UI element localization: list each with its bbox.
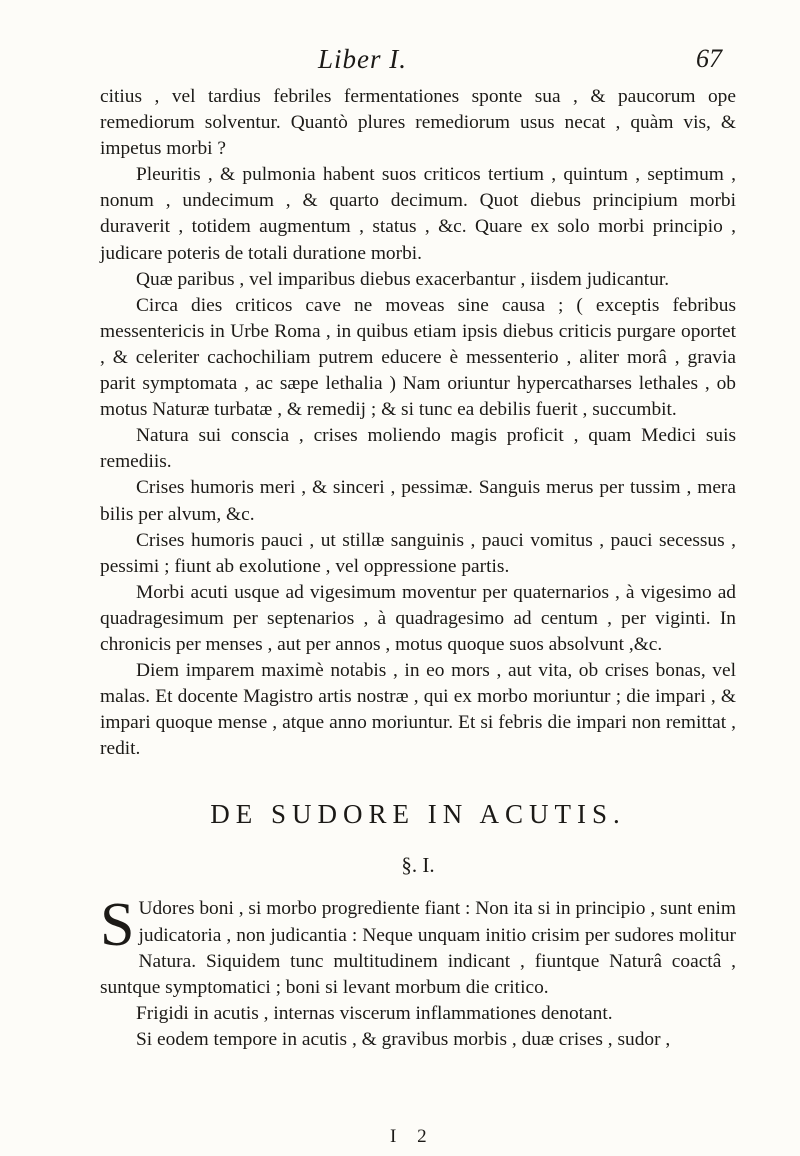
- paragraph-natura: Natura sui conscia , crises moliendo magis proficit , quam Medici suis remediis.: [100, 425, 736, 473]
- text-block: [100, 84, 736, 1053]
- paragraph-critical-days: Circa dies criticos cave ne moveas sine causa ; ( exceptis febribus messentericis in Urbe Roma , in quibus etiam ipsis diebus criticis purgare oportet , & celeriter cachochiliam putrem educere è messenterio , aliter morâ , gravia parit symptomata , ac sæpe lethalia ) Nam oriuntur hypercatharses lethales , ob motus Naturæ turbatæ , & remedij ; & si tunc ea debilis fuerit , succumbit.: [100, 294, 736, 421]
- paragraph-pleuritis: Pleuritis , & pulmonia habent suos criticos tertium , quintum , septimum , nonum , undecimum , & quarto decimum. Quot diebus principium morbi duraverit , totidem augmentum , status , &c. Quare ex solo morbi principio , judicare poteris de totali duratione morbi.: [100, 164, 736, 264]
- section-heading: DE SUDORE IN ACUTIS.: [210, 799, 626, 830]
- paragraph-eodem-tempore: Si eodem tempore in acutis , & gravibus morbis , duæ crises , sudor ,: [136, 1028, 671, 1050]
- signature-mark: I 2: [390, 1126, 435, 1147]
- paragraph-morbi-acuti: Morbi acuti usque ad vigesimum moventur per quaternarios , à vigesimo ad quadragesimum per septenarios , à quadragesimo ad centum , per viginti. In chronicis per menses , aut per annos , motus quoque suos absolvunt ,&c.: [100, 581, 736, 655]
- paragraph-diem-imparem: Diem imparem maximè notabis , in eo mors , aut vita, ob crises bonas, vel malas. Et docente Magistro artis nostræ , qui ex morbo moriuntur ; die impari , & impari quoque mense , atque anno moriuntur. Et si febris die impari non remittat , redit.: [100, 660, 736, 760]
- paragraph-frigidi: Frigidi in acutis , internas viscerum inflammationes denotant.: [136, 1002, 613, 1024]
- section-number: §. I.: [401, 853, 435, 878]
- paragraph-crises-pauci: Crises humoris pauci , ut stillæ sanguinis , pauci vomitus , pauci secessus , pessimi ; fiunt ab exolutione , vel oppressione partis.: [100, 529, 736, 577]
- running-title: Liber I.: [318, 44, 407, 74]
- drop-cap: S: [100, 891, 135, 960]
- section-first-paragraph: [100, 891, 736, 1000]
- paragraph-crises-meri: Crises humoris meri , & sinceri , pessimæ. Sanguis merus per tussim , mera bilis per alvum, &c.: [100, 477, 736, 525]
- section-first-paragraph-text: Udores boni , si morbo progrediente fiant : Non ita si in principio , sunt enim judicatoria , non judicantia : Neque unquam initio crisim per sudores molitur Natura. Siquidem tunc multitudinem indicant , fiuntque Naturâ coactâ , suntque symptomatici ; boni si levant morbum die critico.: [100, 898, 736, 998]
- page-number: 67: [696, 44, 722, 73]
- paragraph-continuation: citius , vel tardius febriles fermentationes sponte sua , & paucorum ope remediorum solventur. Quantò plures remediorum usus necat , quàm vis, & impetus morbi ?: [100, 86, 736, 160]
- paragraph-exacerbation: Quæ paribus , vel imparibus diebus exacerbantur , iisdem judicantur.: [136, 268, 670, 290]
- running-head: [100, 44, 740, 74]
